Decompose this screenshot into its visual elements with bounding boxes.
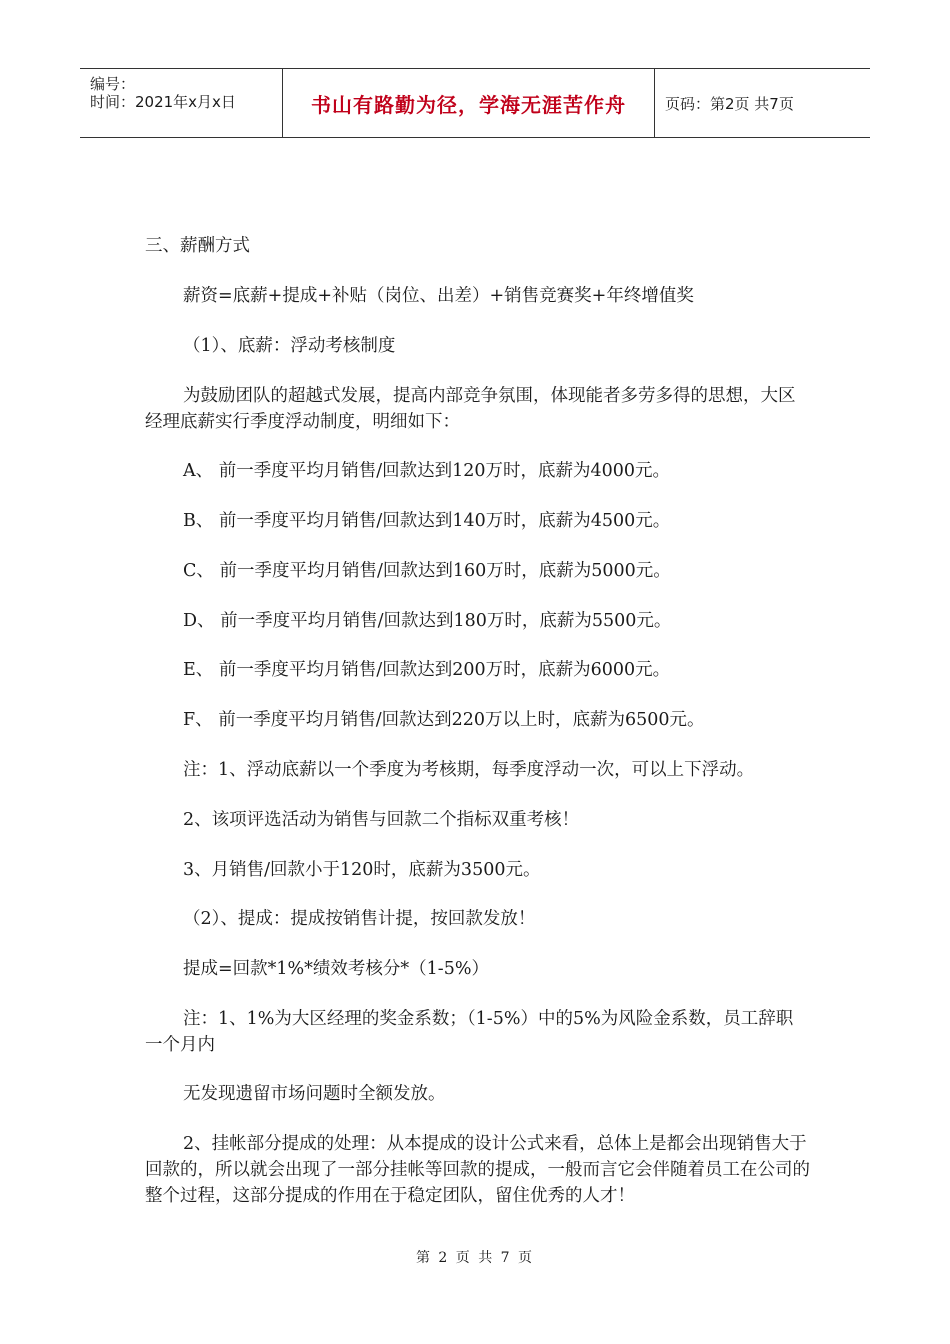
header-page [655, 69, 870, 137]
note-4-continued: 无发现遗留市场问题时全额发放。 [183, 1084, 446, 1104]
header-meta [80, 69, 283, 137]
section-title: 三、薪酬方式 [145, 236, 250, 256]
list-item: A、 前一季度平均月销售/回款达到120万时，底薪为4000元。 [183, 461, 671, 481]
page-footer: 第 2 页 共 7 页 [415, 1250, 535, 1266]
list-item: F、 前一季度平均月销售/回款达到220万以上时，底薪为6500元。 [183, 710, 705, 730]
note-4: 注：1、1%为大区经理的奖金系数；（1-5%）中的5%为风险金系数，员工辞职一个月内 [145, 1009, 794, 1055]
note-3: 3、月销售/回款小于120时，底薪为3500元。 [183, 860, 541, 880]
salary-formula: 薪资=底薪+提成+补贴（岗位、出差）+销售竞赛奖+年终增值奖 [183, 286, 694, 306]
list-item: D、 前一季度平均月销售/回款达到180万时，底薪为5500元。 [183, 611, 672, 631]
list-item: E、 前一季度平均月销售/回款达到200万时，底薪为6000元。 [183, 660, 671, 680]
motto-text: 书山有路勤为径，学海无涯苦作舟 [311, 92, 626, 117]
note-2: 2、该项评选活动为销售与回款二个指标双重考核！ [183, 810, 580, 830]
list-item: C、 前一季度平均月销售/回款达到160万时，底薪为5000元。 [183, 561, 671, 581]
header-motto [283, 69, 655, 137]
subsection-commission: （2）、提成：提成按销售计提，按回款发放！ [183, 909, 536, 929]
document-header [80, 68, 870, 138]
subsection-base-salary: （1）、底薪：浮动考核制度 [183, 336, 396, 356]
note-1: 注：1、浮动底薪以一个季度为考核期，每季度浮动一次，可以上下浮动。 [183, 760, 755, 780]
note-5: 2、挂帐部分提成的处理：从本提成的设计公式来看，总体上是都会出现销售大于回款的，所以就会出现了一部分挂帐等回款的提成，一般而言它会伴随着员工在公司的整个过程，这部分提成的作用在于稳定团队，留住优秀的人才！ [145, 1134, 810, 1206]
list-item: B、 前一季度平均月销售/回款达到140万时，底薪为4500元。 [183, 511, 671, 531]
intro-paragraph: 为鼓励团队的超越式发展，提高内部竞争氛围，体现能者多劳多得的思想，大区经理底薪实行季度浮动制度，明细如下： [145, 386, 796, 432]
page-number-label: 页码：第2页 共7页 [665, 94, 794, 113]
commission-formula: 提成=回款*1%*绩效考核分*（1-5%） [183, 959, 489, 979]
date-label: 时间：2021年x月x日 [90, 93, 236, 111]
serial-number-label: 编号： [90, 75, 136, 93]
